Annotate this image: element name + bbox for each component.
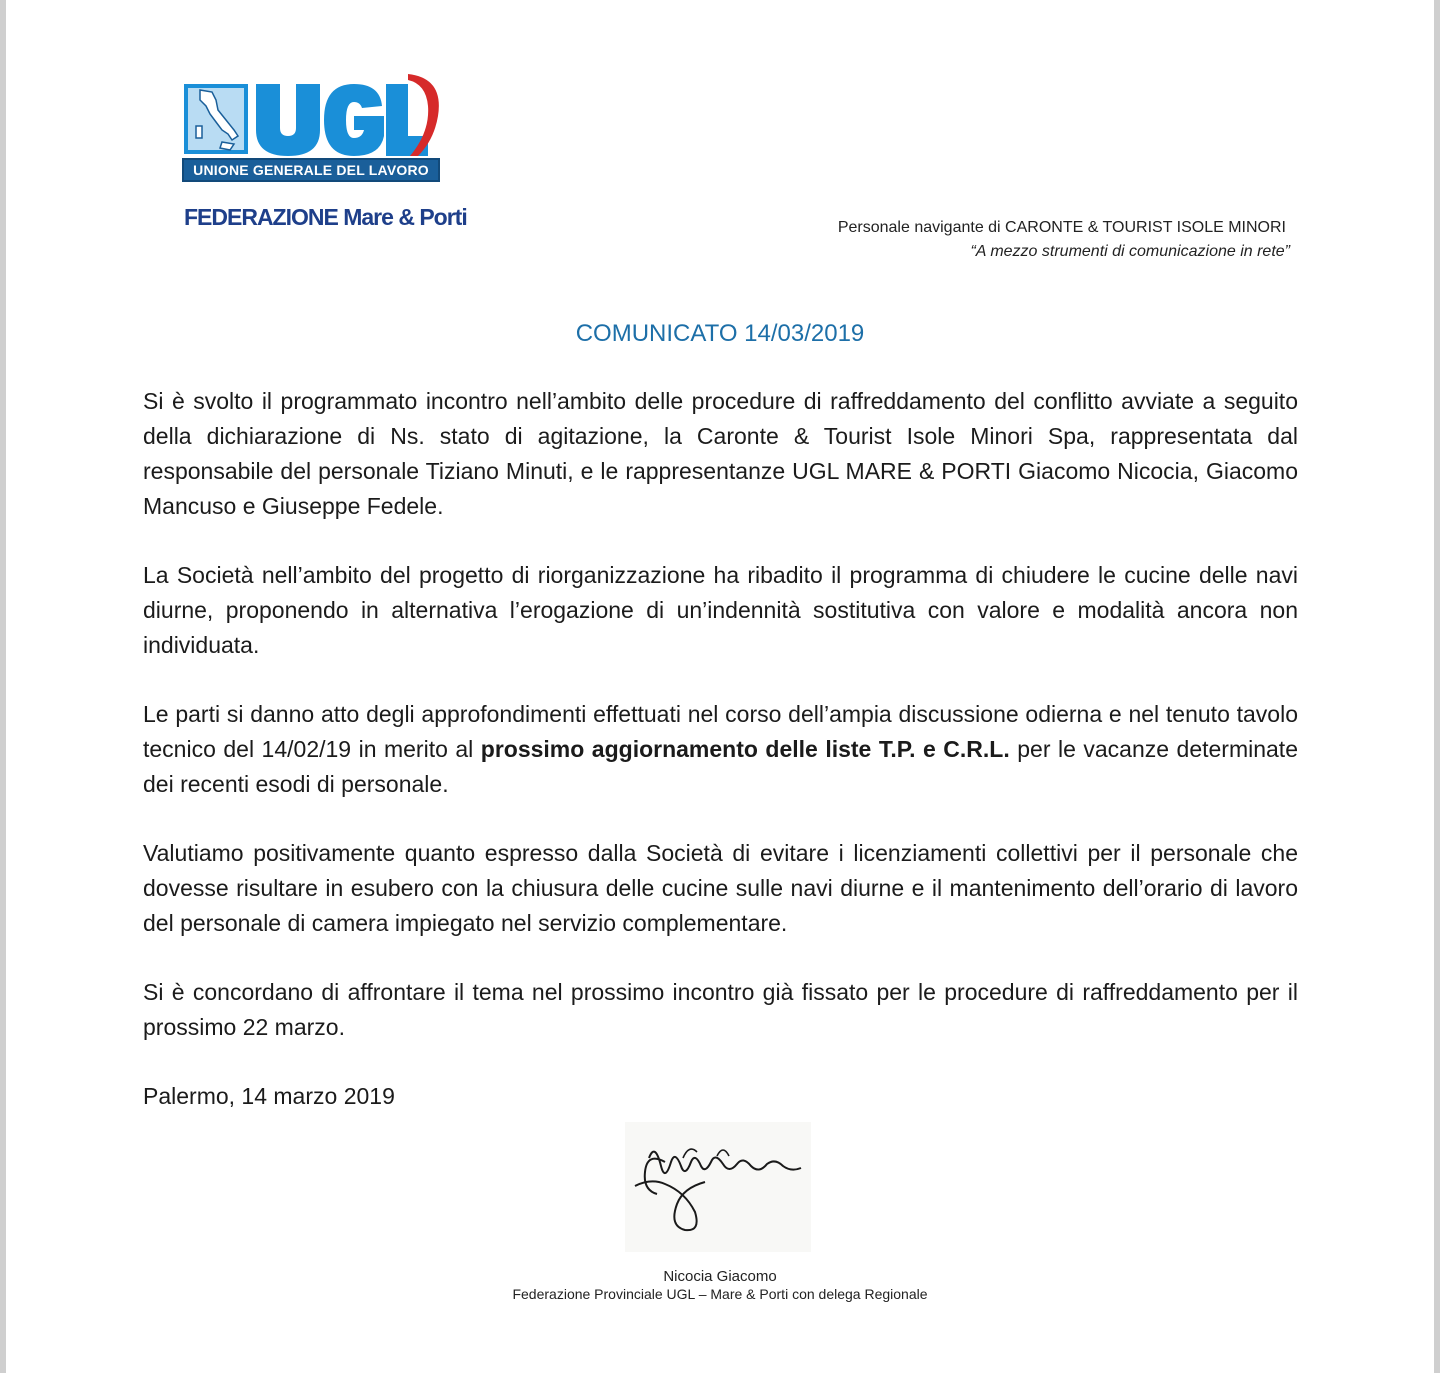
ugl-logo-mark xyxy=(182,70,444,160)
paragraph-3-text-start: Le parti si danno atto degli approfondimenti effettuati nel corso dell’ampia discussione odierna e nel tenuto tavolo tecnico del 14/02/19 in merito al xyxy=(143,701,1298,762)
paragraph-2: La Società nell’ambito del progetto di riorganizzazione ha ribadito il programma di chiudere le cucine delle navi diurne, proponendo in alternativa l’erogazione di un’indennità sostitutiva con valore e modalità ancora non individuata. xyxy=(143,562,1298,658)
page-edge-left xyxy=(0,0,6,1373)
paragraph-3-bold: prossimo aggiornamento delle liste T.P. e C.R.L. xyxy=(480,736,1010,762)
recipient-line-2: “A mezzo strumenti di comunicazione in rete” xyxy=(970,243,1290,260)
paragraph-4: Valutiamo positivamente quanto espresso dalla Società di evitare i licenziamenti collettivi per il personale che dovesse risultare in esubero con la chiusura delle cucine sulle navi diurne e il mantenimento dell’orario di lavoro del personale di camera impiegato nel servizio complementare. xyxy=(143,840,1298,936)
paragraph-3 xyxy=(143,697,1298,802)
signature-icon xyxy=(625,1122,811,1252)
paragraph-3-text-end: per le vacanze determinate dei recenti esodi di personale. xyxy=(143,736,1298,797)
document-title: COMUNICATO 14/03/2019 xyxy=(575,320,865,347)
signer-role: Federazione Provinciale UGL – Mare & Porti con delega Regionale xyxy=(512,1286,928,1302)
recipient-line-1: Personale navigante di CARONTE & TOURIST ISOLE MINORI xyxy=(837,219,1286,236)
page-edge-right xyxy=(1434,0,1440,1373)
place-date: Palermo, 14 marzo 2019 xyxy=(143,1083,395,1109)
logo-subtitle: UNIONE GENERALE DEL LAVORO xyxy=(182,158,440,182)
paragraph-1: Si è svolto il programmato incontro nell’ambito delle procedure di raffreddamento del conflitto avviate a seguito della dichiarazione di Ns. stato di agitazione, la Caronte & Tourist Isole Minori Spa, rappresentata dal responsabile del personale Tiziano Minuti, e le rappresentanze UGL MARE & PORTI Giacomo Nicocia, Giacomo Mancuso e Giuseppe Fedele. xyxy=(143,388,1298,519)
handwritten-signature xyxy=(625,1122,811,1252)
recipient-block xyxy=(837,216,1290,264)
ugl-logo xyxy=(182,70,444,182)
federation-name: FEDERAZIONE Mare & Porti xyxy=(184,204,467,230)
signer-name: Nicocia Giacomo xyxy=(663,1268,777,1285)
document-body xyxy=(143,384,1298,1114)
paragraph-5: Si è concordano di affrontare il tema nel prossimo incontro già fissato per le procedure di raffreddamento per il prossimo 22 marzo. xyxy=(143,979,1298,1040)
